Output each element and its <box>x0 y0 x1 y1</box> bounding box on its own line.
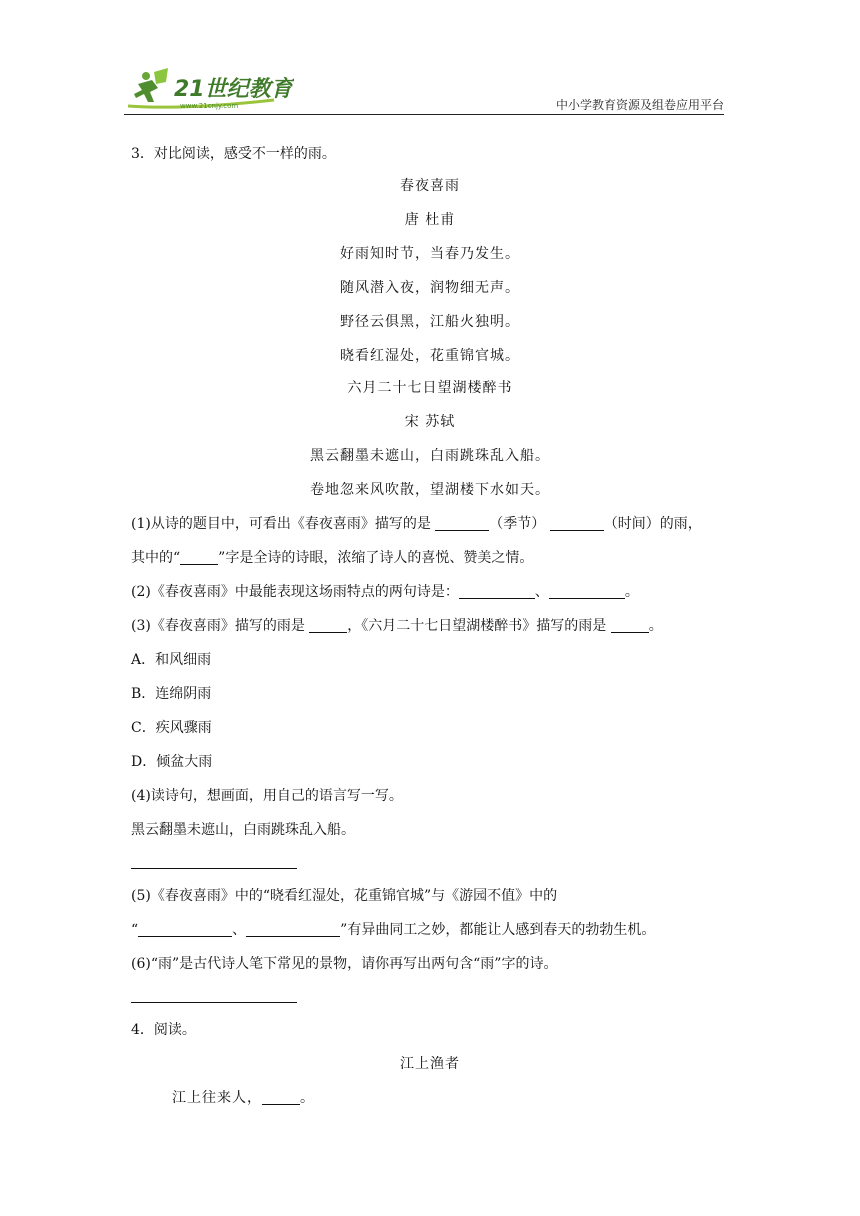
option-c[interactable]: C．疾风骤雨 <box>131 720 212 736</box>
q3-part1-line2: 其中的“ ”字是全诗的诗眼，浓缩了诗人的喜悦、赞美之情。 <box>131 550 534 566</box>
poem2-title: 六月二十七日望湖楼醉书 <box>347 380 513 396</box>
answer-blank-rain-2[interactable] <box>611 618 649 633</box>
q3-part4: (4)读诗句，想画面，用自己的语言写一写。 <box>131 788 403 804</box>
page-header <box>124 66 724 116</box>
poem1-line-2: 随风潜入夜，润物细无声。 <box>340 280 520 296</box>
logo-21cnjy <box>124 66 294 112</box>
answer-blank-rain-1[interactable] <box>309 618 347 633</box>
svg-text:www.21cnjy.com: www.21cnjy.com <box>180 102 239 110</box>
site-name: 中小学教育资源及组卷应用平台 <box>555 98 724 112</box>
answer-blank-line-a[interactable] <box>459 584 535 599</box>
q3-part5-line1: (5)《春夜喜雨》中的“晓看红湿处，花重锦官城”与《游园不值》中的 <box>131 888 558 904</box>
q3-stem: 3．对比阅读，感受不一样的雨。 <box>131 146 336 162</box>
q3-part3: (3)《春夜喜雨》描写的雨是 ，《六月二十七日望湖楼醉书》描写的雨是 。 <box>131 618 663 634</box>
header-divider <box>124 114 724 115</box>
poem1-author: 唐 杜甫 <box>404 212 456 228</box>
poem2-line-2: 卷地忽来风吹散，望湖楼下水如天。 <box>310 482 550 498</box>
q4-poem-line-1: 江上往来人， 。 <box>172 1090 315 1106</box>
answer-blank-poem-b[interactable] <box>246 922 340 937</box>
poem1-line-4: 晓看红湿处，花重锦官城。 <box>340 348 520 364</box>
answer-blank-time[interactable] <box>550 516 604 531</box>
answer-line-part6[interactable] <box>131 1002 297 1003</box>
option-d[interactable]: D．倾盆大雨 <box>131 754 213 770</box>
answer-blank-q4[interactable] <box>262 1090 300 1105</box>
answer-blank-eye-word[interactable] <box>180 550 218 565</box>
poem1-line-3: 野径云俱黑，江船火独明。 <box>340 314 520 330</box>
answer-line-part4[interactable] <box>131 868 297 869</box>
q3-part6: (6)“雨”是古代诗人笔下常见的景物，请你再写出两句含“雨”字的诗。 <box>131 956 558 972</box>
poem1-title: 春夜喜雨 <box>400 178 460 194</box>
poem1-line-1: 好雨知时节，当春乃发生。 <box>340 246 520 262</box>
answer-blank-season[interactable] <box>435 516 489 531</box>
answer-blank-line-b[interactable] <box>549 584 625 599</box>
q3-part4-verse: 黑云翻墨未遮山，白雨跳珠乱入船。 <box>131 822 355 838</box>
option-b[interactable]: B．连绵阴雨 <box>131 686 212 702</box>
q4-stem: 4．阅读。 <box>131 1022 196 1038</box>
q4-poem-title: 江上渔者 <box>400 1056 460 1072</box>
poem2-line-1: 黑云翻墨未遮山，白雨跳珠乱入船。 <box>310 448 550 464</box>
q3-part2: (2)《春夜喜雨》中最能表现这场雨特点的两句诗是： 、 。 <box>131 584 639 600</box>
q3-part1-line1: (1)从诗的题目中，可看出《春夜喜雨》描写的是 （季节） （时间）的雨， <box>131 516 702 532</box>
option-a[interactable]: A．和风细雨 <box>131 652 212 668</box>
q3-part5-line2: “ 、 ”有异曲同工之妙，都能让人感到春天的勃勃生机。 <box>131 922 656 938</box>
svg-text:21世纪教育: 21世纪教育 <box>174 77 293 102</box>
poem2-author: 宋 苏轼 <box>404 414 456 430</box>
answer-blank-poem-a[interactable] <box>138 922 232 937</box>
